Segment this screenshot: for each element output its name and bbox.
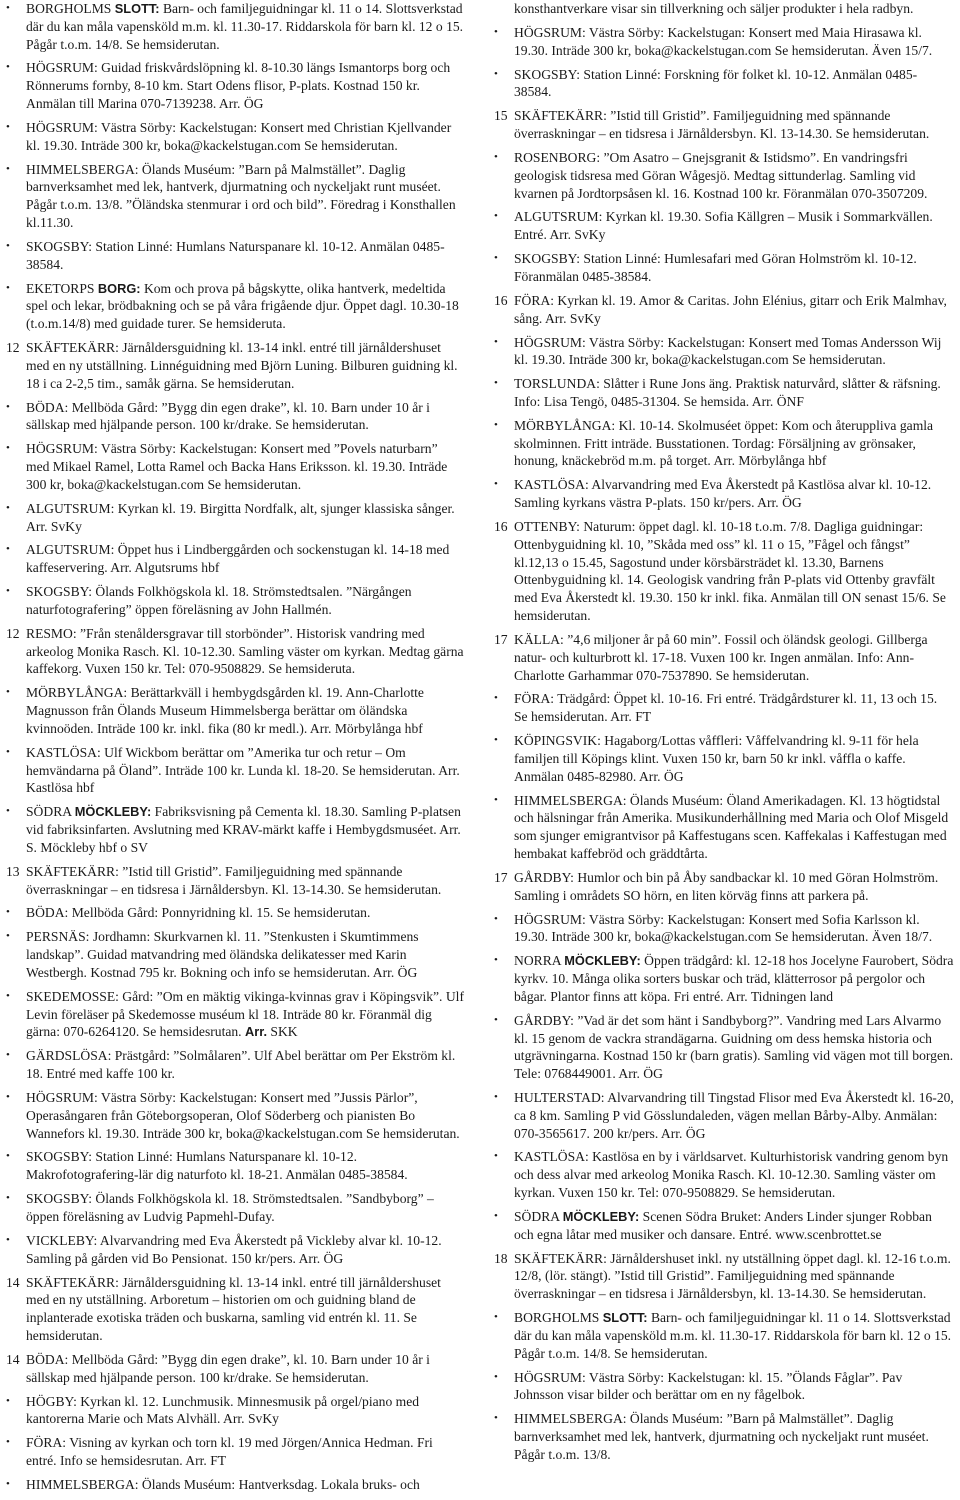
bullet-icon: • [6, 281, 10, 294]
event-entry [492, 952, 954, 1005]
text-run: HULTERSTAD: Alvarvandring till Tingstad Flisor med Eva Åkerstedt kl. 16-20, ca 8 km. Samling P vid Gösslundaleden, vägen mellan Bårby-Alby. Anmälan: 070-3565617. 200 kr/pers. Arr. ÖG [514, 1090, 954, 1141]
bullet-icon: • [6, 1192, 10, 1205]
text-run: FÖRA: Visning av kyrkan och torn kl. 19 med Jörgen/Annica Hedman. Fri entré. Info se hemsidesrutan. Arr. FT [26, 1435, 433, 1468]
event-text [514, 690, 954, 726]
bullet-icon: • [494, 25, 498, 38]
event-text [26, 280, 464, 333]
text-run: HIMMELSBERGA: Ölands Muséum: ”Barn på Malmstället”. Daglig barnverksamhet med lek, hantverk, djurmatning och nyckeljakt runt muséet. Pågår t.o.m. 13/8. [514, 1411, 929, 1462]
text-run: SKÄFTEKÄRR: ”Istid till Gristid”. Familjeguidning med spännande överraskningar – en tidsresa i Järnåldersbyn. Kl. 13-14.30. Se hemsiderutan. [26, 863, 442, 897]
text-run: SÖDRA [26, 804, 75, 820]
bullet-icon: • [494, 150, 498, 163]
event-entry [4, 500, 464, 536]
event-entry [492, 792, 954, 863]
text-run: HIMMELSBERGA: Ölands Muséum: ”Barn på Malmstället”. Daglig barnverksamhet med lek, hantverk, djurmatning och nyckeljakt runt muséet. Pågår t.o.m. 13/8. ”Öländska stenmurar i ord och bild”. Föredrag i Konsthallen kl.11.30. [26, 161, 456, 231]
bold-place-name: BORG: [97, 280, 141, 296]
bullet-icon: • [494, 478, 498, 491]
text-run: SKOGSBY: Station Linné: Forskning för folket kl. 10-12. Anmälan 0485-38584. [514, 66, 918, 100]
event-entry [492, 1369, 954, 1405]
text-run: OTTENBY: Naturum: öppet dagl. kl. 10-18 t.o.m. 7/8. Dagliga guidningar: Ottenbyguidning kl. 10, ”Skåda med oss” kl. 11 o 15, ”Fågel och fångst” kl.12,13 o 15.45, Sagostund under körsbärsträdet kl. 13.30, Barnens Ottenbyguidning kl. 14. Geologisk vandring från P-plats vid Ottenby gravfält med Eva Åkerstedt kl. 19.30. 150 kr inkl. fika. Anmälan till ON senast 15/6. Se hemsiderutan. [514, 519, 946, 624]
event-entry [4, 339, 464, 392]
event-text [514, 334, 954, 370]
text-run: SKÄFTEKÄRR: Järnåldersguidning kl. 13-14 inkl. entré till järnåldershuset med en ny utställning. Arboretum – historien om och guidning bland de inplanterade exotiska träden och buskarna, samling vid entrén kl. 11. Se hemsiderutan. [26, 1274, 441, 1343]
text-run: ALGUTSRUM: Öppet hus i Lindberggården och sockenstugan kl. 14-18 med kaffeservering. Arr. Algutsrums hbf [26, 542, 450, 576]
text-run: BÖDA: Mellböda Gård: ”Bygg din egen drake”, kl. 10. Barn under 10 år i sällskap med hjälpande person. 100 kr/drake. Se hemsiderutan. [26, 399, 430, 433]
event-entry [492, 334, 954, 370]
event-text [26, 625, 464, 678]
text-run: HÖGSRUM: Västra Sörby: Kackelstugan: Konsert med Maia Hirasawa kl. 19.30. Inträde 300 kr, boka@kackelstugan.com Se hemsiderutan. Även 15/7. [514, 24, 933, 58]
bold-place-name: Arr. [244, 1024, 268, 1040]
bullet-icon: • [494, 912, 498, 925]
event-text [514, 1148, 954, 1201]
event-entry [492, 417, 954, 470]
event-text [514, 417, 954, 470]
text-run: Fabriksvisning på Cementa kl. 18.30. Samling P-platsen vid fabriksinfarten. Avslutning med KRAV-märkt kaffe i Hembygdsmuséet. Arr. S. Möckleby hbf o SV [26, 804, 461, 855]
event-entry [4, 1351, 464, 1387]
date-number: 17 [494, 869, 508, 885]
text-run: BÖDA: Mellböda Gård: ”Bygg din egen drake”, kl. 10. Barn under 10 år i sällskap med hjälpande person. 100 kr/drake. Se hemsiderutan. [26, 1351, 430, 1385]
event-text [26, 399, 464, 435]
event-entry [492, 911, 954, 947]
event-text [514, 911, 954, 947]
text-run: HÖGSRUM: Västra Sörby: Kackelstugan: kl. 15. ”Ölands Fåglar”. Pav Johnsson visar bilder och berättar om en ny fågelbok. [514, 1369, 903, 1403]
event-text [26, 59, 464, 112]
bullet-icon: • [6, 745, 10, 758]
event-entry [4, 928, 464, 981]
event-text [514, 208, 954, 244]
event-text [26, 684, 464, 737]
bullet-icon: • [6, 1394, 10, 1407]
text-run: BORGHOLMS [514, 1310, 603, 1326]
text-run: KASTLÖSA: Kastlösa en by i världsarvet. Kulturhistorisk vandring genom byn och dess alvar med arkeolog Monika Rasch. Kl. 10-12.30. Samling väster om kyrkan. Vuxen 150 kr. Tel: 070-9508829. Se hemsiderutan. [514, 1149, 949, 1201]
event-text [26, 1148, 464, 1184]
text-run: SKOGSBY: Station Linné: Humlans Naturspanare kl. 10-12. Anmälan 0485-38584. [26, 238, 445, 272]
event-text [514, 1410, 954, 1463]
event-text [26, 541, 464, 577]
bullet-icon: • [494, 1013, 498, 1026]
event-entry [4, 0, 464, 53]
bullet-icon: • [494, 1311, 498, 1324]
text-run: HÖGBY: Kyrkan kl. 12. Lunchmusik. Minnesmusik på orgel/piano med kantorerna Marie och Mats Alvhäll. Arr. SvKy [26, 1393, 420, 1427]
text-run: SKÄFTEKÄRR: ”Istid till Gristid”. Familjeguidning med spännande överraskningar – en tidsresa i Järnåldersbyn. Kl. 13-14.30. Se hemsiderutan. [514, 108, 930, 142]
text-run: Scenen Södra Bruket: Anders Linder sjunger Robban och egna låtar med musiker och dansare. Entré. www.scenbrottet.se [514, 1208, 932, 1242]
text-run: MÖRBYLÅNGA: Berättarkväll i hembygdsgården kl. 19. Ann-Charlotte Magnusson från Ölands Museum Himmelsberga berättar om öländska kvinnoöden. Inträde 100 kr. inkl. fika (80 kr medl.). Arr. Mörbylånga hbf [26, 685, 424, 736]
event-entry [4, 238, 464, 274]
event-text [514, 518, 954, 625]
event-text [26, 1274, 464, 1345]
bullet-icon: • [6, 442, 10, 455]
bullet-icon: • [6, 989, 10, 1002]
text-run: HÖGSRUM: Guidad friskvårdslöpning kl. 8-10.30 längs Ismantorps borg och Rönnerums fornby, 8-10 km. Start Odens flisor, P-plats. Kostnad 150 kr. Anmälan till Marina 070-7139238. Arr. ÖG [26, 60, 451, 112]
event-entry [4, 1047, 464, 1083]
event-entry [492, 690, 954, 726]
event-text [514, 732, 954, 785]
text-run: HIMMELSBERGA: Ölands Muséum: Öland Amerikadagen. Kl. 13 högtidstal och hälsningar från Amerika. Musikunderhållning med Maria och Olof Misgeld som sjunger emigrantvisor på Kaffestugans scen. Kaffekalas i Kaffestugan med hembakat kaffebröd och gräddtårta. [514, 792, 949, 861]
event-text [26, 500, 464, 536]
bullet-icon: • [6, 686, 10, 699]
event-entry [4, 280, 464, 333]
event-entry [4, 625, 464, 678]
bold-place-name: SLOTT: [602, 1310, 648, 1326]
event-entry [4, 440, 464, 493]
event-text [514, 1250, 954, 1303]
event-text [514, 66, 954, 102]
text-run: BÖDA: Mellböda Gård: Ponnyridning kl. 15. Se hemsiderutan. [26, 905, 371, 921]
event-entry [4, 1476, 464, 1494]
event-text [26, 863, 464, 899]
text-run: GÄRDSLÖSA: Prästgård: ”Solmålaren”. Ulf Abel berättar om Per Ekström kl. 18. Entré med kaffe 100 kr. [26, 1048, 456, 1082]
text-run: HÖGSRUM: Västra Sörby: Kackelstugan: Konsert med Christian Kjellvander kl. 19.30. Inträde 300 kr, boka@kackelstugan.com Se hemsiderutan. [26, 119, 452, 153]
date-number: 14 [6, 1274, 20, 1290]
event-text [26, 1089, 464, 1142]
bold-place-name: MÖCKLEBY: [74, 804, 152, 820]
bullet-icon: • [6, 906, 10, 919]
event-entry [492, 107, 954, 143]
event-entry [492, 149, 954, 202]
text-run: Barn- och familjeguidningar kl. 11 o 14. Slottsverkstad där du kan måla vapensköld m.m. kl. 11.30-17. Riddarskola för barn kl. 12 o 15. Pågår t.o.m. 14/8. Se hemsiderutan. [514, 1310, 952, 1361]
event-entry [492, 208, 954, 244]
text-run: VICKLEBY: Alvarvandring med Eva Åkerstedt på Vickleby alvar kl. 10-12. Samling på gården vid Bo Pensionat. 150 kr/pers. Arr. ÖG [26, 1232, 442, 1266]
event-text [514, 107, 954, 143]
bold-place-name: MÖCKLEBY: [564, 953, 641, 969]
text-run: SKOGSBY: Ölands Folkhögskola kl. 18. Strömstedtsalen. ”Närgången naturfotografering” öppen föreläsning av John Hallmén. [26, 584, 412, 617]
text-run: SKK [267, 1024, 298, 1040]
event-text [26, 1476, 464, 1494]
event-text [26, 988, 464, 1041]
text-run: Barn- och familjeguidningar kl. 11 o 14. Slottsverkstad där du kan måla vapensköld m.m. kl. 11.30-17. Riddarskola för barn kl. 12 o 15. Pågår t.o.m. 14/8. Se hemsiderutan. [26, 1, 464, 52]
text-run: SKOGSBY: Station Linné: Humlans Naturspanare kl. 10-12. Makrofotografering-lär dig naturfoto kl. 18-21. Anmälan 0485-38584. [26, 1149, 408, 1183]
event-text [514, 631, 954, 684]
left-column [4, 0, 464, 1500]
event-text [26, 1434, 464, 1470]
event-text [514, 792, 954, 863]
text-run: SÖDRA [514, 1208, 563, 1224]
event-entry [4, 1190, 464, 1226]
date-number: 12 [6, 340, 20, 356]
event-text [514, 952, 954, 1005]
event-text [26, 440, 464, 493]
date-number: 12 [6, 625, 20, 641]
text-run: HÖGSRUM: Västra Sörby: Kackelstugan: Konsert med ”Jussis Pärlor”, Operasångaren från Göteborgsoperan, Olof Söderberg och pianisten Bo Wannefors kl. 19.30. Inträde 300 kr, boka@kackelstugan.com Se hemsiderutan. [26, 1090, 460, 1141]
bullet-icon: • [6, 501, 10, 514]
event-entry [4, 1434, 464, 1470]
text-run: EKETORPS [26, 280, 98, 296]
event-text [514, 1208, 954, 1244]
date-number: 13 [6, 863, 20, 879]
date-number: 15 [494, 108, 508, 124]
text-run: SKÄFTEKÄRR: Järnåldershuset inkl. ny utställning öppet dagl. kl. 12-16 t.o.m. 12/8, (lör. stängt). ”Istid till Gristid”. Familjeguidning med spännande överraskningar – en tidsresa i Järnåldersbyn, kl. 13-14.30. Se hemsiderutan. [514, 1250, 951, 1302]
text-run: FÖRA: Trädgård: Öppet kl. 10-16. Fri entré. Trädgårdsturer kl. 11, 13 och 15. Se hemsiderutan. Arr. FT [514, 691, 938, 725]
event-entry [4, 803, 464, 856]
bullet-icon: • [494, 418, 498, 431]
event-entry [492, 292, 954, 328]
event-text [514, 375, 954, 411]
text-run: RESMO: ”Från stenåldersgravar till storbönder”. Historisk vandring med arkeolog Monika Rasch. Kl. 10-12.30. Samling väster om kyrkan. Medtag gärna kaffekorg. Vuxen 150 kr. Tel: 070-9508829. Se hemsideruta. [26, 625, 464, 677]
event-text [26, 904, 464, 922]
event-entry [4, 119, 464, 155]
event-entry [492, 732, 954, 785]
bullet-icon: • [494, 1209, 498, 1222]
text-run: HÖGSRUM: Västra Sörby: Kackelstugan: Konsert med ”Povels naturbarn” med Mikael Ramel, Lotta Ramel och Backa Hans Eriksson. kl. 19.30. Inträde 300 kr, boka@kackelstugan.com Se hemsiderutan. [26, 441, 448, 492]
event-entry [492, 518, 954, 625]
event-text [514, 149, 954, 202]
date-number: 16 [494, 519, 508, 535]
event-entry [492, 1012, 954, 1083]
event-entry [4, 1274, 464, 1345]
bullet-icon: • [6, 1436, 10, 1449]
event-text [514, 250, 954, 286]
event-entry [492, 1410, 954, 1463]
text-run: ALGUTSRUM: Kyrkan kl. 19. Birgitta Nordfalk, alt, sjunger klassiska sånger. Arr. SvKy [26, 500, 455, 534]
event-text [514, 24, 954, 60]
event-text [514, 1309, 954, 1362]
event-entry [4, 863, 464, 899]
event-entry [492, 24, 954, 60]
bullet-icon: • [6, 1091, 10, 1103]
bullet-icon: • [494, 210, 498, 223]
event-entry [4, 541, 464, 577]
event-text [514, 476, 954, 512]
text-run: HÖGSRUM: Västra Sörby: Kackelstugan: Konsert med Tomas Andersson Wij kl. 19.30. Inträde 300 kr, boka@kackelstugan.com Se hemsiderutan. [514, 334, 942, 368]
event-entry [492, 1148, 954, 1201]
event-text [514, 0, 954, 18]
event-text [26, 238, 464, 274]
bullet-icon: • [6, 162, 10, 175]
text-run: ROSENBORG: ”Om Asatro – Gnejsgranit & Istidsmo”. En vandringsfri geologisk tidsresa med Göran Wågesjö. Medtag sittunderlag. Samling vid kvarnen på Jordtorpsåsen kl. 16. Kostnad 100 kr. Föranmälan 070-3507209. [514, 149, 928, 201]
event-text [26, 1351, 464, 1387]
event-text [26, 928, 464, 981]
event-entry [4, 583, 464, 619]
bullet-icon: • [6, 400, 10, 413]
event-text [26, 1232, 464, 1268]
event-entry [4, 1089, 464, 1142]
event-entry [4, 1232, 464, 1268]
event-text [26, 339, 464, 392]
bullet-icon: • [6, 805, 10, 818]
event-entry [492, 1309, 954, 1362]
event-text [514, 1089, 954, 1142]
event-text [514, 292, 954, 328]
date-number: 14 [6, 1351, 20, 1367]
event-entry [4, 59, 464, 112]
event-text [26, 0, 464, 53]
text-run: TORSLUNDA: Slåtter i Rune Jons äng. Praktisk naturvård, slåtter & räfsning. Info: Lisa Tengö, 0485-31304. Se hemsida. Arr. ÖNF [514, 376, 941, 409]
bullet-icon: • [6, 930, 10, 943]
bullet-icon: • [494, 1412, 498, 1425]
text-run: HÖGSRUM: Västra Sörby: Kackelstugan: Konsert med Sofia Karlsson kl. 19.30. Inträde 300 kr, boka@kackelstugan.com Se hemsiderutan. Även 18/7. [514, 911, 933, 945]
bullet-icon: • [6, 2, 10, 14]
event-text [26, 803, 464, 856]
event-entry [492, 631, 954, 684]
bullet-icon: • [6, 1150, 10, 1163]
text-run: konsthantverkare visar sin tillverkning och säljer produkter i hela radbyn. [514, 1, 914, 16]
text-run: Kom och prova på bågskytte, olika hantverk, medeltida spel och lekar, brödbakning och se på våra frigående djur. Öppet dagl. 10.30-18 (t.o.m.14/8) med guidade turer. Se hemsideruta. [26, 280, 459, 332]
bullet-icon: • [494, 1150, 498, 1163]
date-number: 16 [494, 292, 508, 308]
bullet-icon: • [494, 252, 498, 265]
bullet-icon: • [6, 1233, 10, 1246]
bullet-icon: • [494, 67, 498, 80]
text-run: SKEDEMOSSE: Gård: ”Om en mäktig vikinga-kvinnas grav i Köpingsvik”. Ulf Levin föreläser på Skedemosse muséum kl 18. Inträde 80 kr. Föranmäl dig gärna: 070-6264120. Se hemsidesrutan. [26, 988, 464, 1040]
event-text [26, 1047, 464, 1083]
text-run: BORGHOLMS [26, 1, 115, 16]
event-entry [492, 1208, 954, 1244]
event-entry [492, 250, 954, 286]
text-run: Öppen trädgård: kl. 12-18 hos Jocelyne Faurobert, Södra kyrkv. 10. Många olika sorters buskar och träd, klätterrosor på pergolor och bågar. Plantor finns att köpa. Fri entré. Arr. Tidningen land [514, 953, 954, 1004]
event-text [514, 1012, 954, 1083]
text-run: KÄLLA: ”4,6 miljoner år på 60 min”. Fossil och öländsk geologi. Gillberga natur- och kulturbrott kl. 17-18. Vuxen 100 kr. Ingen anmälan. Info: Ann-Charlotte Garhammar 070-7537890. Se hemsiderutan. [514, 631, 928, 683]
event-entry [492, 0, 954, 18]
event-entry [4, 988, 464, 1041]
event-entry [4, 1393, 464, 1429]
bullet-icon: • [494, 692, 498, 705]
text-run: MÖRBYLÅNGA: Kl. 10-14. Skolmuséet öppet: Kom och återuppliva gamla skolminnen. Fritt inträde. Busstationen. Tordag: Försäljning av grönsaker, honung, knäckebröd m.m. på torget. Arr. Mörbylånga hbf [514, 417, 934, 469]
bullet-icon: • [6, 543, 10, 556]
text-run: SKOGSBY: Station Linné: Humlesafari med Göran Holmström kl. 10-12. Föranmälan 0485-38584. [514, 251, 917, 284]
event-text [26, 1190, 464, 1226]
bullet-icon: • [494, 793, 498, 806]
bullet-icon: • [6, 61, 10, 74]
event-entry [4, 161, 464, 232]
event-entry [492, 1250, 954, 1303]
bullet-icon: • [494, 1091, 498, 1103]
right-column [492, 0, 954, 1470]
event-entry [492, 66, 954, 102]
bullet-icon: • [494, 1370, 498, 1383]
bullet-icon: • [494, 954, 498, 967]
bullet-icon: • [6, 1477, 10, 1490]
date-number: 17 [494, 631, 508, 647]
text-run: KASTLÖSA: Ulf Wickbom berättar om ”Amerika tur och retur – Om hemvändarna på Öland”. Inträde 100 kr. Lunda kl. 18-20. Se hemsiderutan. Arr. Kastlösa hbf [26, 744, 460, 796]
bold-place-name: SLOTT: [114, 1, 160, 16]
text-run: HIMMELSBERGA: Ölands Muséum: Hantverksdag. Lokala bruks- och [26, 1476, 420, 1492]
event-text [26, 1393, 464, 1429]
event-entry [4, 684, 464, 737]
bullet-icon: • [494, 335, 498, 348]
event-entry [492, 375, 954, 411]
bold-place-name: MÖCKLEBY: [562, 1208, 640, 1224]
text-run: GÅRDBY: ”Vad är det som hänt i Sandbyborg?”. Vandring med Lars Alvarmo kl. 15 genom de vackra strandägarna. Guidning om dess hemska historia och utgrävningarna. Kostnad 150 kr (barn gratis). Samling vid vägen mot till borgen. Tele: 0768449001. Arr. ÖG [514, 1012, 954, 1082]
date-number: 18 [494, 1250, 508, 1266]
bullet-icon: • [6, 120, 10, 133]
text-run: KASTLÖSA: Alvarvandring med Eva Åkerstedt på Kastlösa alvar kl. 10-12. Samling kyrkans västra P-plats. 150 kr/pers. Arr. ÖG [514, 477, 932, 511]
text-run: SKOGSBY: Ölands Folkhögskola kl. 18. Strömstedtsalen. ”Sandbyborg” – öppen föreläsning av Ludvig Papmehl-Dufay. [26, 1191, 434, 1224]
event-entry [4, 399, 464, 435]
event-text [514, 1369, 954, 1405]
text-run: FÖRA: Kyrkan kl. 19. Amor & Caritas. John Elénius, gitarr och Erik Malmhav, sång. Arr. SvKy [514, 292, 947, 326]
text-run: SKÄFTEKÄRR: Järnåldersguidning kl. 13-14 inkl. entré till järnåldershuset med en ny utställning. Linnéguidning med Björn Luning. Bilburen guidning kl. 18 i ca 2-2,5 tim., samåk gärna. Se hemsiderutan. [26, 340, 458, 391]
text-run: GÅRDBY: Humlor och bin på Åby sandbackar kl. 10 med Göran Holmström. Samling i områdets SO hörn, en liten körväg finns att parkera på. [514, 869, 939, 903]
text-run: NORRA [514, 953, 565, 969]
bullet-icon: • [6, 1049, 10, 1062]
text-run: ALGUTSRUM: Kyrkan kl. 19.30. Sofia Källgren – Musik i Sommarkvällen. Entré. Arr. SvKy [514, 209, 933, 243]
event-entry [492, 869, 954, 905]
bullet-icon: • [6, 585, 10, 598]
bullet-icon: • [6, 239, 10, 252]
text-run: KÖPINGSVIK: Hagaborg/Lottas våffleri: Våffelvandring kl. 9-11 för hela familjen till Köpings klint. Vuxen 150 kr, barn 50 kr inkl. våffla o kaffe. Anmälan 0485-82980. Arr. ÖG [514, 733, 919, 784]
event-text [26, 161, 464, 232]
text-run: PERSNÄS: Jordhamn: Skurkvarnen kl. 11. ”Stenkusten i Skumtimmens landskap”. Guidad matvandring med öländska delikatesser med Karin Westbergh. Kostnad 795 kr. Bokning och info se hemsiderutan. Arr. ÖG [26, 929, 419, 980]
event-text [514, 869, 954, 905]
event-text [26, 119, 464, 155]
bullet-icon: • [494, 734, 498, 747]
event-text [26, 583, 464, 619]
event-entry [4, 744, 464, 797]
event-entry [4, 1148, 464, 1184]
event-entry [4, 904, 464, 922]
event-entry [492, 476, 954, 512]
bullet-icon: • [494, 377, 498, 390]
event-text [26, 744, 464, 797]
event-entry [492, 1089, 954, 1142]
